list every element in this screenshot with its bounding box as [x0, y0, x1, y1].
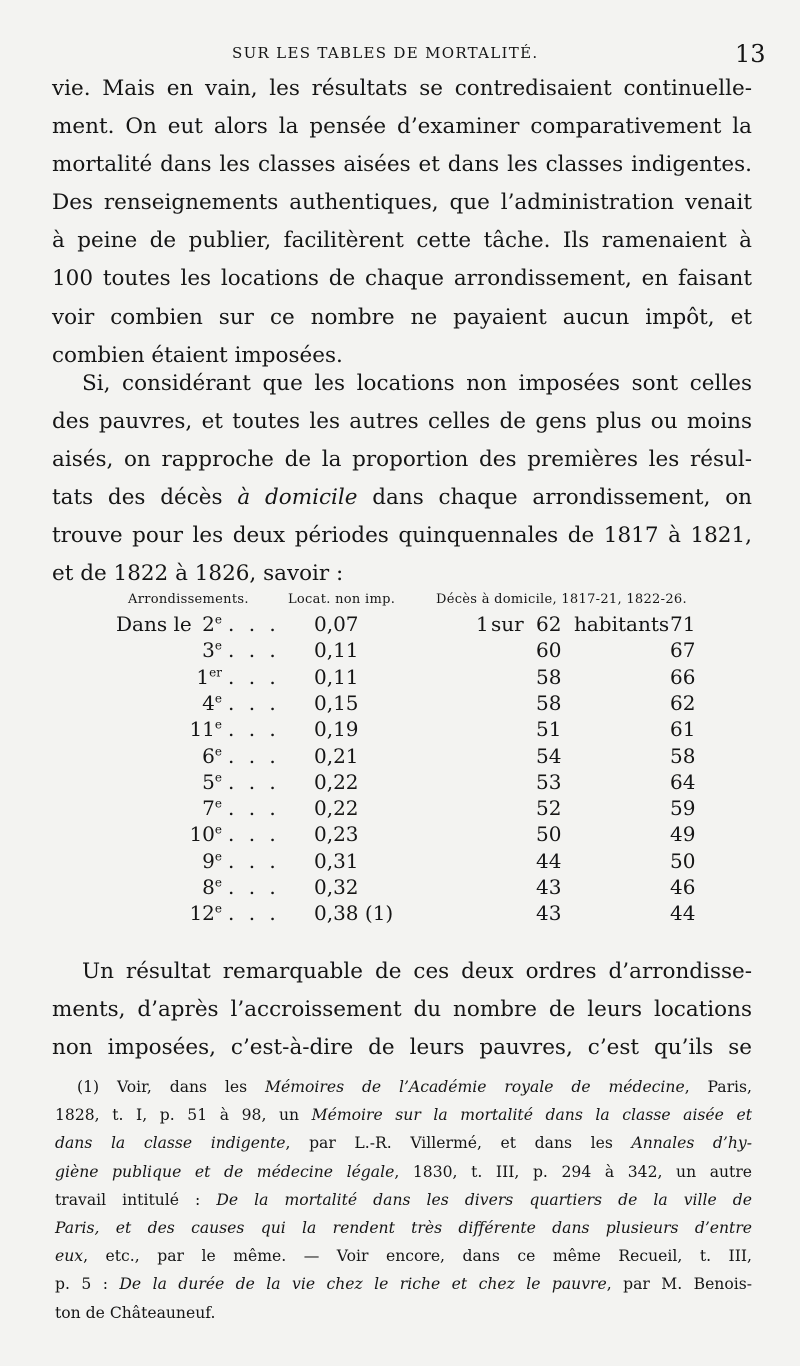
- leader-dots: . . .: [228, 796, 280, 821]
- cell-sur: sur: [491, 612, 524, 636]
- text-run: , par M. Benois-: [606, 1275, 752, 1294]
- leader-dots: . . .: [228, 769, 280, 794]
- row-prefix: Dans le: [116, 612, 192, 636]
- cell-deces-1821: 52: [536, 796, 562, 821]
- ordinal-suffix: e: [214, 691, 222, 706]
- running-head: [0, 38, 800, 68]
- text-line: Un résultat remarquable de ces deux ordres d’arrondisse-: [82, 959, 752, 984]
- footnote-line: [55, 1270, 752, 1298]
- text-run: tats des décès: [52, 485, 238, 511]
- text-line: Si, considérant que les locations non imposées sont celles: [82, 371, 752, 396]
- cell-deces-1821: 62: [536, 612, 562, 636]
- italic-text: dans la classe indigente: [55, 1134, 286, 1153]
- cell-deces-1821-prefix: 1: [476, 612, 489, 636]
- cell-arrondissement: [102, 612, 222, 636]
- leader-dots: . . .: [228, 848, 280, 873]
- arrondissement-number: 5: [202, 769, 215, 794]
- cell-habitants: habitants: [574, 612, 670, 636]
- arrondissement-number: 9: [202, 848, 215, 873]
- running-title: SUR LES TABLES DE MORTALITÉ.: [232, 44, 539, 62]
- text-line: aisés, on rapproche de la proportion des premières les résul-: [52, 447, 752, 473]
- arrondissement-number: 1: [196, 664, 210, 689]
- cell-deces-1826: 59: [670, 796, 696, 821]
- italic-text: eux: [55, 1247, 84, 1266]
- text-line: Des renseignements authentiques, que l’administration venait: [52, 190, 752, 216]
- cell-deces-1821: 53: [536, 769, 562, 794]
- footnote-line: ton de Châteauneuf.: [55, 1303, 216, 1322]
- ordinal-suffix: e: [214, 796, 222, 811]
- text-line: 100 toutes les locations de chaque arrondissement, en faisant: [52, 266, 752, 292]
- ordinal-suffix: e: [214, 770, 222, 785]
- leader-dots: . . .: [228, 690, 280, 715]
- text-line: des pauvres, et toutes les autres celles de gens plus ou moins: [52, 409, 752, 435]
- arrondissement-number: 11: [189, 717, 215, 742]
- text-line: vie. Mais en vain, les résultats se contredisaient continuelle-: [52, 76, 752, 101]
- text-line: ment. On eut alors la pensée d’examiner comparativement la: [52, 114, 752, 140]
- cell-deces-1821: 58: [536, 690, 562, 715]
- footnote-line: [55, 1158, 752, 1186]
- cell-deces-1821: 60: [536, 638, 562, 663]
- header-locations: Locat. non imp.: [288, 592, 396, 607]
- italic-text: De la mortalité dans les divers quartiers de la ville de: [216, 1190, 752, 1209]
- leader-dots: . . .: [228, 717, 280, 742]
- text-line: non imposées, c’est-à-dire de leurs pauvres, c’est qu’ils se: [52, 1035, 752, 1061]
- italic-text: Paris, et des causes qui la rendent très différente dans plusieurs d’entre: [55, 1219, 752, 1238]
- cell-locations: 0,31: [314, 848, 359, 873]
- footnote: [55, 1073, 752, 1327]
- italic-text: Annales d’hy-: [631, 1134, 752, 1153]
- cell-deces-1821: 58: [536, 664, 562, 689]
- cell-arrondissement: [102, 770, 222, 794]
- paragraph-2: [52, 365, 752, 594]
- cell-deces-1821: 44: [536, 848, 562, 873]
- cell-locations: 0,23: [314, 822, 359, 847]
- cell-deces-1826: 58: [670, 743, 696, 768]
- arrondissement-number: 2: [202, 612, 215, 636]
- header-arrondissements: Arrondissements.: [128, 592, 249, 607]
- cell-locations: 0,19: [314, 717, 359, 742]
- italic-text: De la durée de la vie chez le riche et chez le pauvre: [119, 1275, 607, 1294]
- cell-locations: 0,11: [314, 638, 359, 663]
- text-run: (1) Voir, dans les: [77, 1078, 266, 1096]
- footnote-line: [55, 1129, 752, 1157]
- footnote-line: [55, 1242, 752, 1270]
- italic-text: Mémoire sur la mortalité dans la classe aisée et: [311, 1106, 752, 1125]
- paragraph-3: [52, 953, 752, 1067]
- cell-locations: 0,11: [314, 664, 359, 689]
- ordinal-suffix: e: [214, 901, 222, 916]
- cell-arrondissement: [102, 822, 222, 846]
- text-line: à peine de publier, facilitèrent cette tâche. Ils ramenaient à: [52, 228, 752, 254]
- text-run: , etc., par le même. — Voir encore, dans ce même Recueil, t. III,: [83, 1247, 752, 1266]
- text-run: , 1830, t. III, p. 294 à 342, un autre: [394, 1162, 753, 1181]
- cell-deces-1826: 67: [670, 638, 696, 663]
- ordinal-suffix: er: [209, 664, 222, 679]
- text-line: et de 1822 à 1826, savoir :: [52, 561, 344, 587]
- ordinal-suffix: e: [214, 743, 222, 758]
- cell-deces-1821: 43: [536, 901, 562, 926]
- cell-deces-1826: 66: [670, 664, 696, 689]
- cell-locations: 0,38 (1): [314, 901, 394, 926]
- cell-deces-1821: 51: [536, 717, 562, 742]
- text-run: 1828, t. I, p. 51 à 98, un: [55, 1106, 312, 1125]
- leader-dots: . . .: [228, 638, 280, 663]
- italic-text: à domicile: [237, 485, 358, 511]
- cell-arrondissement: [102, 849, 222, 873]
- arrondissement-number: 4: [202, 690, 215, 715]
- cell-locations: 0,15: [314, 690, 359, 715]
- text-line: ments, d’après l’accroissement du nombre de leurs locations: [52, 997, 752, 1023]
- text-line: mortalité dans les classes aisées et dans les classes indigentes.: [52, 152, 752, 178]
- text-run: p. 5 :: [55, 1275, 120, 1294]
- italic-text: giène publique et de médecine légale: [55, 1162, 395, 1181]
- footnote-line: [55, 1073, 752, 1101]
- leader-dots: . . .: [228, 901, 280, 926]
- cell-arrondissement: [102, 875, 222, 899]
- text-run: travail intitulé :: [55, 1190, 217, 1209]
- cell-arrondissement: [102, 744, 222, 768]
- text-line: voir combien sur ce nombre ne payaient aucun impôt, et: [52, 304, 752, 330]
- arrondissement-number: 7: [202, 796, 215, 821]
- page-number: 13: [735, 40, 766, 68]
- text-run: , par L.-R. Villermé, et dans les: [285, 1134, 632, 1153]
- leader-dots: . . .: [228, 612, 280, 636]
- cell-deces-1826: 50: [670, 848, 696, 873]
- cell-deces-1826: 46: [670, 875, 696, 899]
- cell-deces-1821: 50: [536, 822, 562, 847]
- leader-dots: . . .: [228, 743, 280, 768]
- footnote-line: [55, 1186, 752, 1214]
- text-line: [52, 479, 752, 517]
- cell-deces-1821: 43: [536, 875, 562, 899]
- cell-arrondissement: [102, 901, 222, 925]
- italic-text: Mémoires de l’Académie royale de médecine: [265, 1078, 685, 1096]
- ordinal-suffix: e: [214, 612, 222, 627]
- cell-deces-1826: 71: [670, 612, 696, 636]
- cell-arrondissement: [102, 691, 222, 715]
- cell-locations: 0,21: [314, 743, 359, 768]
- text-line: combien étaient imposées.: [52, 342, 343, 368]
- ordinal-suffix: e: [214, 638, 222, 653]
- cell-locations: 0,32: [314, 875, 359, 899]
- cell-deces-1826: 61: [670, 717, 696, 742]
- cell-deces-1821: 54: [536, 743, 562, 768]
- cell-arrondissement: [102, 796, 222, 820]
- header-deces: Décès à domicile, 1817-21, 1822-26.: [436, 592, 687, 607]
- arrondissement-number: 8: [202, 875, 215, 899]
- ordinal-suffix: e: [214, 849, 222, 864]
- leader-dots: . . .: [228, 822, 280, 847]
- cell-locations: 0,22: [314, 769, 359, 794]
- cell-deces-1826: 64: [670, 769, 696, 794]
- arrondissement-number: 3: [202, 638, 215, 663]
- text-line: trouve pour les deux périodes quinquennales de 1817 à 1821,: [52, 523, 752, 549]
- cell-deces-1826: 44: [670, 901, 696, 926]
- arrondissement-number: 6: [202, 743, 215, 768]
- cell-arrondissement: [102, 717, 222, 741]
- text-run: , Paris,: [684, 1078, 753, 1096]
- table-header: [0, 588, 800, 612]
- leader-dots: . . .: [228, 875, 280, 899]
- cell-arrondissement: [102, 665, 222, 689]
- cell-locations: 0,22: [314, 796, 359, 821]
- cell-deces-1826: 62: [670, 690, 696, 715]
- arrondissement-number: 12: [189, 901, 215, 926]
- ordinal-suffix: e: [214, 717, 222, 732]
- ordinal-suffix: e: [214, 875, 222, 890]
- footnote-line: [55, 1214, 752, 1242]
- ordinal-suffix: e: [214, 822, 222, 837]
- arrondissement-number: 10: [189, 822, 215, 847]
- cell-deces-1826: 49: [670, 822, 696, 847]
- paragraph-1: [52, 70, 752, 375]
- cell-locations: 0,07: [314, 612, 359, 636]
- table-row: [0, 901, 800, 931]
- cell-arrondissement: [102, 638, 222, 662]
- leader-dots: . . .: [228, 664, 280, 689]
- footnote-line: [55, 1101, 752, 1129]
- text-run: dans chaque arrondissement, on: [357, 485, 752, 511]
